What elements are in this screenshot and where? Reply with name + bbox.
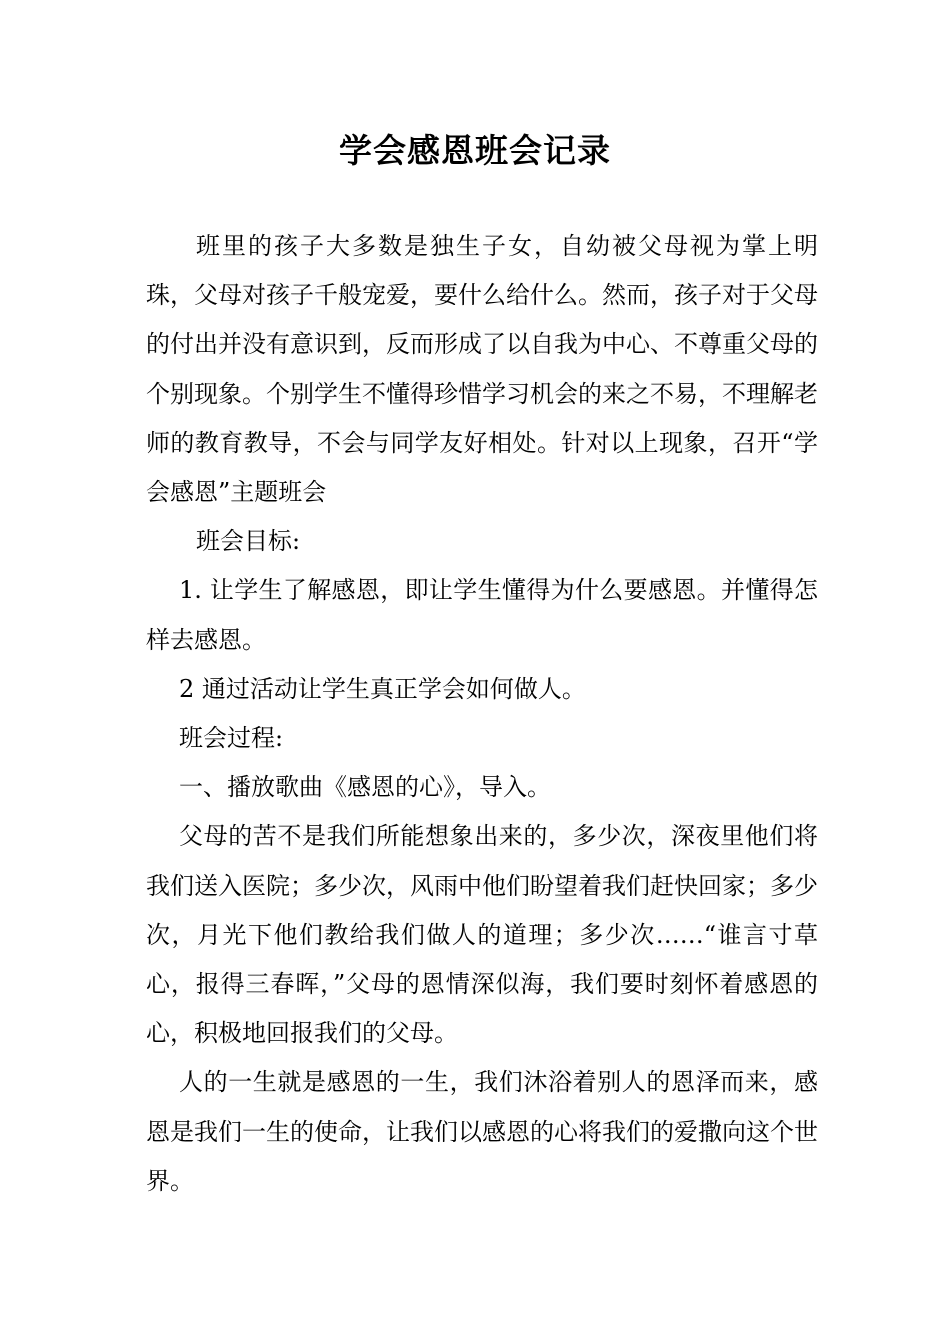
paragraph-parents: 父母的苦不是我们所能想象出来的，多少次，深夜里他们将我们送入医院；多少次，风雨中他们盼望着我们赶快回家；多少次，月光下他们教给我们做人的道理；多少次……“谁言寸草心，报得三春晖，”父母的恩情深似海，我们要时刻怀着感恩的心，积极地回报我们的父母。 — [146, 822, 818, 1048]
paragraph-process-heading: 班会过程: — [179, 724, 284, 753]
paragraph-intro: 班里的孩子大多数是独生子女，自幼被父母视为掌上明珠，父母对孩子千般宠爱，要什么给什么。然而，孩子对于父母的付出并没有意识到，反而形成了以自我为中心、不尊重父母的个别现象。个别学生不懂得珍惜学习机会的来之不易，不理解老师的教育教导，不会与同学友好相处。针对以上现象，召开“学会感恩”主题班会 — [146, 232, 818, 507]
paragraph-goal-1: 1. 让学生了解感恩，即让学生懂得为什么要感恩。并懂得怎样去感恩。 — [146, 576, 818, 654]
paragraph-gratitude-life: 人的一生就是感恩的一生，我们沐浴着别人的恩泽而来，感恩是我们一生的使命，让我们以感恩的心将我们的爱撒向这个世界。 — [146, 1068, 818, 1195]
paragraph-goals-heading: 班会目标: — [196, 527, 301, 556]
paragraph-goal-2: 2 通过活动让学生真正学会如何做人。 — [179, 674, 586, 703]
document-body — [146, 222, 818, 1206]
document-title: 学会感恩班会记录 — [339, 131, 611, 170]
paragraph-step-1: 一、播放歌曲《感恩的心》，导入。 — [179, 773, 551, 802]
